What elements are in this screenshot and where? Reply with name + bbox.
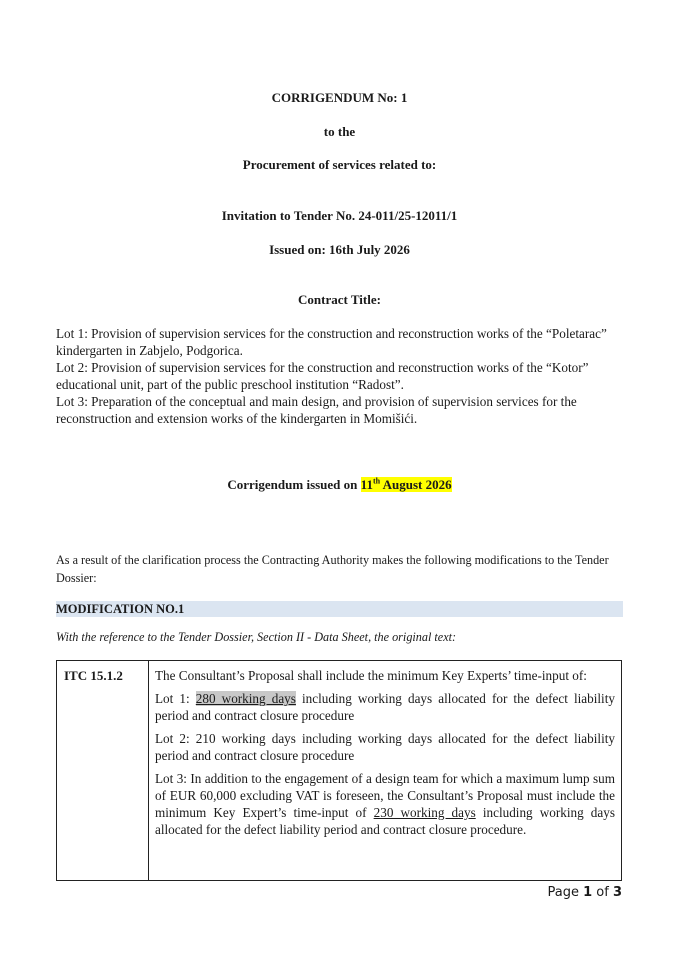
itc-content-cell [149,661,621,844]
issued-on-line: Issued on: 16th July 2026 [269,242,410,257]
corrigendum-issued-date [361,477,452,492]
modification-heading: MODIFICATION NO.1 [56,601,623,617]
to-the-line: to the [323,124,356,139]
total-pages: 3 [612,885,622,900]
intro-paragraph: As a result of the clarification process the Contracting Authority makes the following modifications to the Tender Dossier: [56,553,609,585]
lot-3-days: 230 working days [373,805,476,820]
data-sheet-table [56,660,622,881]
of-word: of [592,885,613,900]
time-input-intro: The Consultant’s Proposal shall include the minimum Key Experts’ time-input of: [155,668,587,683]
corrigendum-number: CORRIGENDUM No: 1 [271,90,408,105]
lot-3-pre: Lot 3: In addition to the engagement of a design team for which a maximum lump sum of EUR 60,000 excluding VAT is foreseen, the Consultant’s Proposal must include the minimum Key Expert’s time-input of [155,771,615,820]
date-day: 11 [360,477,373,492]
date-suffix: th [372,476,381,486]
current-page: 1 [583,885,593,900]
page-number [548,885,623,900]
lot-2-time-input: Lot 2: 210 working days including working days allocated for the defect liability period and contract closure procedure [155,731,615,763]
page-word: Page [547,885,584,900]
lot-1-rest: including working days allocated for the defect liability period and contract closure procedure [155,691,615,723]
lot-1-days: 280 working days [195,691,296,706]
lot-1-label: Lot 1: [155,691,196,706]
corrigendum-issued-prefix: Corrigendum issued on [227,477,361,492]
contract-title-heading: Contract Title: [298,292,381,307]
lot-2-description: Lot 2: Provision of supervision services for the construction and reconstruction works of the “Kotor” educational unit, part of the public preschool institution “Radost”. [56,360,589,392]
corrigendum-issued-line [0,477,679,493]
itc-reference-cell: ITC 15.1.2 [57,661,149,880]
date-rest: August 2026 [380,477,452,492]
lot-1-time-input [155,690,615,724]
lot-3-description: Lot 3: Preparation of the conceptual and main design, and provision of supervision services for the reconstruction and extension works of the kindergarten in Momišići. [56,394,577,426]
invitation-line: Invitation to Tender No. 24-011/25-12011/1 [221,208,458,223]
lot-3-post: including working days allocated for the defect liability period and contract closure procedure. [155,805,615,837]
lots-list [56,325,636,427]
lot-1-description: Lot 1: Provision of supervision services for the construction and reconstruction works of the “Poletarac” kindergarten in Zabjelo, Podgorica. [56,326,607,358]
lot-3-time-input [155,770,615,838]
modification-reference: With the reference to the Tender Dossier, Section II - Data Sheet, the original text: [56,630,457,644]
procurement-line: Procurement of services related to: [242,157,437,172]
